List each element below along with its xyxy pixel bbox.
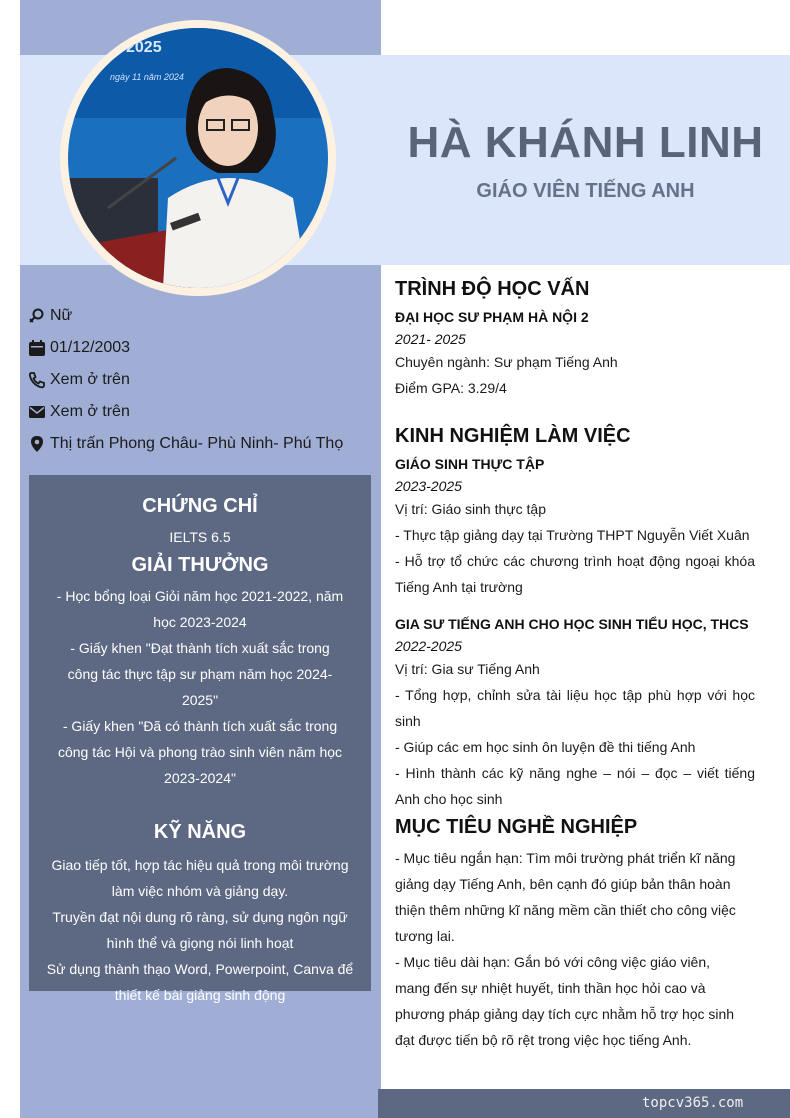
job-detail: - Thực tập giảng dạy tại Trường THPT Nguyễn Viết Xuân	[395, 527, 750, 543]
avatar	[68, 28, 328, 288]
award-item: - Giấy khen "Đạt thành tích xuất sắc trong công tác thực tập sư phạm năm học 2024-2025"	[67, 640, 333, 708]
envelope-icon	[28, 403, 46, 421]
contact-gender	[28, 300, 373, 332]
award-item: - Học bổng loại Giỏi năm học 2021-2022, năm học 2023-2024	[56, 588, 344, 630]
skill-item: Giao tiếp tốt, hợp tác hiệu quả trong môi trường làm việc nhóm và giảng dạy.	[51, 857, 349, 899]
contact-phone-text: Xem ở trên	[50, 371, 130, 388]
calendar-icon	[28, 339, 46, 357]
contact-address	[28, 428, 373, 460]
experience-title: KINH NGHIỆM LÀM VIỆC	[395, 425, 631, 447]
job-detail: - Tổng hợp, chỉnh sửa tài liệu học tập phù hợp với học sinh	[395, 687, 755, 729]
education-gpa: Điểm GPA: 3.29/4	[395, 380, 507, 396]
banner-date-text: ngày 11 năm 2024	[110, 72, 184, 82]
location-pin-icon	[28, 435, 46, 453]
job-role: GIÁO SINH THỰC TẬP	[395, 456, 545, 472]
job-detail: - Hình thành các kỹ năng nghe – nói – đọc – viết tiếng Anh cho học sinh	[395, 765, 755, 807]
contact-email	[28, 396, 373, 428]
certificates-title: CHỨNG CHỈ	[142, 495, 258, 517]
education-title: TRÌNH ĐỘ HỌC VẤN	[395, 278, 590, 300]
skills-title: KỸ NĂNG	[153, 821, 247, 843]
objective-section	[395, 816, 740, 1053]
gender-icon	[28, 307, 46, 325]
contact-gender-text: Nữ	[50, 307, 73, 324]
job-position: Vị trí: Gia sư Tiếng Anh	[395, 661, 540, 677]
sidebar-info-box	[29, 475, 371, 1003]
job-period: 2022-2025	[395, 638, 462, 654]
education-major: Chuyên ngành: Sư phạm Tiếng Anh	[395, 354, 618, 370]
award-item: - Giấy khen "Đã có thành tích xuất sắc trong công tác Hội và phong trào sinh viên năm học 2023-2024"	[57, 718, 343, 786]
contact-email-text: Xem ở trên	[50, 403, 130, 420]
objective-item: - Mục tiêu ngắn hạn: Tìm môi trường phát triển kĩ năng giảng dạy Tiếng Anh, bên cạnh đó giúp bản thân hoàn thiện thêm những kĩ năng mềm cần thiết cho công việc tương lai.	[395, 850, 736, 944]
objective-item: - Mục tiêu dài hạn: Gắn bó với công việc giáo viên, mang đến sự nhiệt huyết, tinh thần học hỏi cao và phương pháp giảng dạy tích cực nhằm hỗ trợ học sinh đạt được tiến bộ rõ rệt trong việc học tiếng Anh.	[395, 954, 735, 1048]
skill-item: Truyền đạt nội dung rõ ràng, sử dụng ngôn ngữ hình thể và giọng nói linh hoạt	[52, 909, 348, 951]
certificate-item: IELTS 6.5	[169, 529, 231, 545]
education-school: ĐẠI HỌC SƯ PHẠM HÀ NỘI 2	[395, 309, 589, 325]
awards-title: GIẢI THƯỞNG	[131, 554, 269, 576]
portrait-photo	[68, 28, 328, 288]
contact-list	[28, 300, 373, 460]
job-period: 2023-2025	[395, 478, 462, 494]
contact-phone	[28, 364, 373, 396]
contact-birthday-text: 01/12/2003	[50, 339, 131, 356]
education-period: 2021- 2025	[395, 331, 466, 347]
contact-birthday	[28, 332, 373, 364]
job-title: GIÁO VIÊN TIẾNG ANH	[476, 180, 695, 202]
banner-year-text: 2025	[126, 39, 162, 56]
education-section	[395, 278, 755, 401]
job-role: GIA SƯ TIẾNG ANH CHO HỌC SINH TIỂU HỌC, THCS	[395, 616, 749, 632]
job-position: Vị trí: Giáo sinh thực tập	[395, 501, 546, 517]
experience-section	[395, 425, 755, 812]
phone-icon	[28, 371, 46, 389]
objective-title: MỤC TIÊU NGHỀ NGHIỆP	[395, 816, 638, 838]
contact-address-text: Thị trấn Phong Châu- Phù Ninh- Phú Thọ	[50, 435, 344, 452]
job-detail: - Hỗ trợ tổ chức các chương trình hoạt động ngoại khóa Tiếng Anh tại trường	[395, 553, 755, 595]
job-detail: - Giúp các em học sinh ôn luyện đề thi tiếng Anh	[395, 739, 696, 755]
skill-item: Sử dụng thành thạo Word, Powerpoint, Canva để thiết kế bài giảng sinh động	[46, 961, 354, 1003]
watermark: topcv365.com	[642, 1095, 744, 1111]
candidate-name: HÀ KHÁNH LINH	[407, 118, 764, 167]
